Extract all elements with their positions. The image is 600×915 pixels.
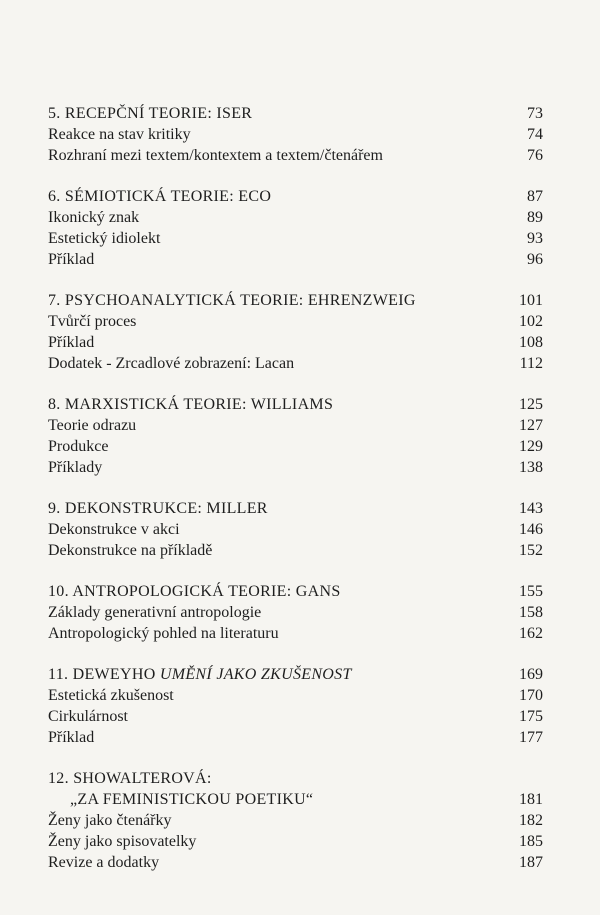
entry-page-number: 182 xyxy=(519,812,543,829)
entry-page-number: 177 xyxy=(519,729,543,746)
toc-chapter-5 xyxy=(48,103,543,166)
chapter-title: 12. SHOWALTEROVÁ: xyxy=(48,770,212,787)
entry-page-number: 187 xyxy=(519,854,543,871)
toc-entry xyxy=(48,519,543,540)
chapter-heading xyxy=(48,290,543,311)
entry-title: Příklad xyxy=(48,334,95,351)
entry-page-number: 127 xyxy=(519,417,543,434)
entry-title: Antropologický pohled na literaturu xyxy=(48,625,279,642)
chapter-title: 8. MARXISTICKÁ TEORIE: WILLIAMS xyxy=(48,396,334,413)
chapter-page-number: 155 xyxy=(519,583,543,600)
toc-entry xyxy=(48,124,543,145)
chapter-heading xyxy=(48,664,543,685)
toc-chapter-12 xyxy=(48,768,543,873)
chapter-title: 7. PSYCHOANALYTICKÁ TEORIE: EHRENZWEIG xyxy=(48,292,416,309)
entry-page-number: 112 xyxy=(519,355,543,372)
chapter-page-number: 101 xyxy=(519,292,543,309)
toc-entry xyxy=(48,623,543,644)
chapter-title-italic: UMĚNÍ JAKO ZKUŠENOST xyxy=(159,666,352,683)
entry-title: Rozhraní mezi textem/kontextem a textem/čtenářem xyxy=(48,147,383,164)
chapter-heading xyxy=(48,581,543,602)
entry-page-number: 76 xyxy=(527,147,543,164)
table-of-contents xyxy=(48,103,543,893)
chapter-page-number: 73 xyxy=(527,105,543,122)
toc-entry xyxy=(48,602,543,623)
toc-chapter-6 xyxy=(48,186,543,270)
toc-entry xyxy=(48,831,543,852)
entry-page-number: 89 xyxy=(527,209,543,226)
entry-title: Ženy jako čtenářky xyxy=(48,812,172,829)
chapter-page-number: 143 xyxy=(519,500,543,517)
toc-entry xyxy=(48,457,543,478)
entry-title: Ženy jako spisovatelky xyxy=(48,833,197,850)
toc-entry xyxy=(48,228,543,249)
toc-entry xyxy=(48,415,543,436)
toc-entry xyxy=(48,436,543,457)
toc-entry xyxy=(48,145,543,166)
toc-chapter-8 xyxy=(48,394,543,478)
entry-title: Příklady xyxy=(48,459,103,476)
entry-title: Základy generativní antropologie xyxy=(48,604,262,621)
entry-page-number: 129 xyxy=(519,438,543,455)
entry-page-number: 93 xyxy=(527,230,543,247)
chapter-title: 6. SÉMIOTICKÁ TEORIE: ECO xyxy=(48,188,272,205)
chapter-title: 10. ANTROPOLOGICKÁ TEORIE: GANS xyxy=(48,583,341,600)
entry-title: Příklad xyxy=(48,251,95,268)
toc-entry xyxy=(48,810,543,831)
chapter-heading xyxy=(48,768,543,789)
chapter-title xyxy=(48,664,352,685)
entry-title: Revize a dodatky xyxy=(48,854,160,871)
entry-title: Dekonstrukce na příkladě xyxy=(48,542,213,559)
entry-title: Ikonický znak xyxy=(48,209,140,226)
entry-page-number: 170 xyxy=(519,687,543,704)
entry-page-number: 108 xyxy=(519,334,543,351)
entry-title: Cirkulárnost xyxy=(48,708,128,725)
toc-entry xyxy=(48,353,543,374)
toc-chapter-10 xyxy=(48,581,543,644)
entry-page-number: 138 xyxy=(519,459,543,476)
entry-title: Estetický idiolekt xyxy=(48,230,161,247)
chapter-page-number: 87 xyxy=(527,188,543,205)
chapter-page-number: 125 xyxy=(519,396,543,413)
toc-entry xyxy=(48,540,543,561)
toc-entry xyxy=(48,311,543,332)
entry-title: Dodatek - Zrcadlové zobrazení: Lacan xyxy=(48,355,295,372)
entry-page-number: 102 xyxy=(519,313,543,330)
toc-entry xyxy=(48,706,543,727)
chapter-heading xyxy=(48,394,543,415)
chapter-title-continuation: „ZA FEMINISTICKOU POETIKU“ xyxy=(70,791,314,808)
toc-chapter-9 xyxy=(48,498,543,561)
toc-entry xyxy=(48,249,543,270)
chapter-heading xyxy=(48,498,543,519)
toc-entry xyxy=(48,207,543,228)
toc-entry xyxy=(48,685,543,706)
entry-title: Produkce xyxy=(48,438,109,455)
entry-title: Příklad xyxy=(48,729,95,746)
entry-page-number: 96 xyxy=(527,251,543,268)
entry-title: Estetická zkušenost xyxy=(48,687,174,704)
entry-page-number: 152 xyxy=(519,542,543,559)
toc-entry xyxy=(48,727,543,748)
entry-page-number: 185 xyxy=(519,833,543,850)
chapter-title: 5. RECEPČNÍ TEORIE: ISER xyxy=(48,105,253,122)
toc-entry xyxy=(48,332,543,353)
entry-page-number: 175 xyxy=(519,708,543,725)
entry-page-number: 162 xyxy=(519,625,543,642)
toc-chapter-7 xyxy=(48,290,543,374)
chapter-page-number: 181 xyxy=(519,791,543,808)
entry-page-number: 158 xyxy=(519,604,543,621)
entry-title: Dekonstrukce v akci xyxy=(48,521,180,538)
chapter-heading-continuation xyxy=(48,789,543,810)
chapter-heading xyxy=(48,103,543,124)
entry-title: Reakce na stav kritiky xyxy=(48,126,191,143)
entry-title: Tvůrčí proces xyxy=(48,313,137,330)
toc-chapter-11 xyxy=(48,664,543,748)
chapter-title: 9. DEKONSTRUKCE: MILLER xyxy=(48,500,268,517)
chapter-heading xyxy=(48,186,543,207)
toc-entry xyxy=(48,852,543,873)
entry-title: Teorie odrazu xyxy=(48,417,137,434)
chapter-title-prefix: 11. DEWEYHO xyxy=(48,666,160,683)
entry-page-number: 146 xyxy=(519,521,543,538)
entry-page-number: 74 xyxy=(527,126,543,143)
chapter-page-number: 169 xyxy=(519,666,543,683)
